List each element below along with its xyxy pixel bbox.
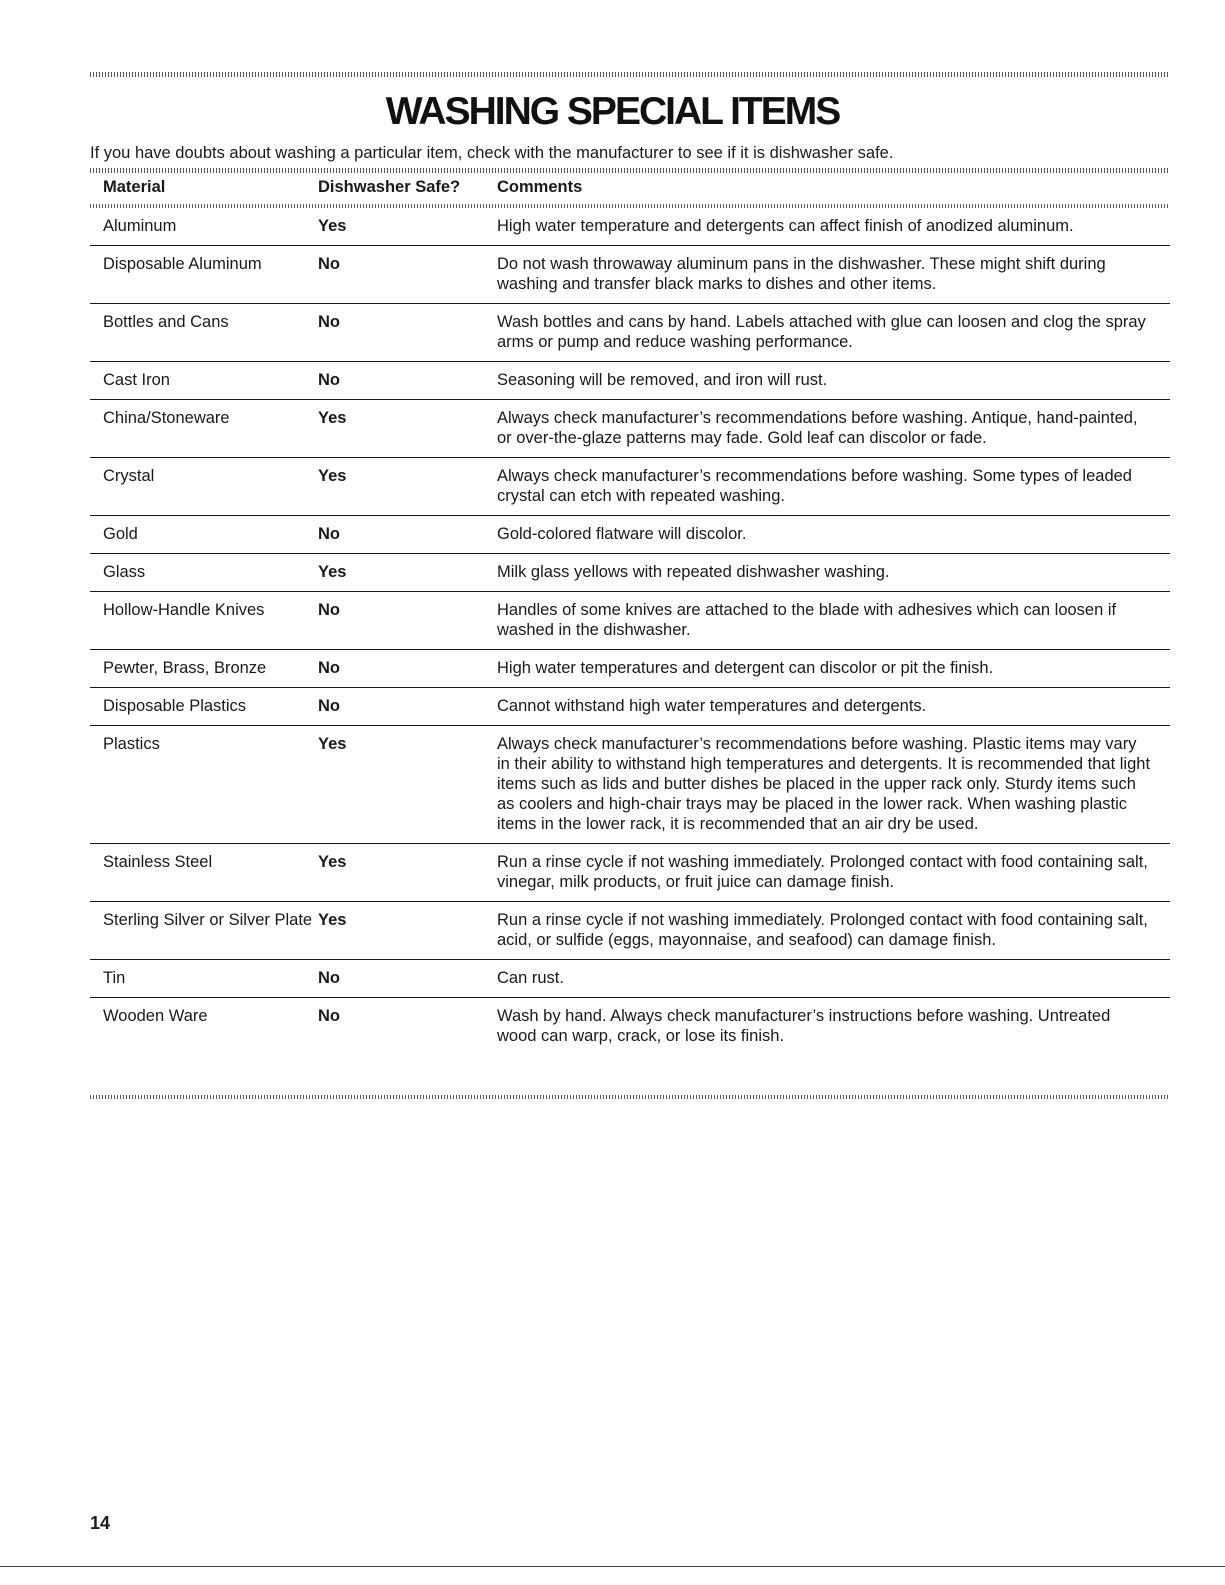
material-cell: Disposable Aluminum	[103, 255, 262, 273]
dishwasher-safe-cell: Yes	[318, 467, 347, 485]
comment-cell: Always check manufacturer’s recommendations before washing. Some types of leaded crystal can etch with repeated washing.	[497, 467, 1132, 505]
material-cell: Glass	[103, 563, 146, 581]
comment-cell: Run a rinse cycle if not washing immediately. Prolonged contact with food containing salt, vinegar, milk products, or fruit juice can damage finish.	[497, 853, 1148, 891]
table-row	[90, 554, 1170, 592]
comment-cell: Always check manufacturer’s recommendations before washing. Antique, hand-painted, or over-the-glaze patterns may fade. Gold leaf can discolor or fade.	[497, 409, 1138, 447]
dishwasher-safe-cell: No	[318, 255, 340, 273]
intro-text: If you have doubts about washing a particular item, check with the manufacturer to see if it is dishwasher safe.	[90, 144, 894, 162]
dishwasher-safe-cell: No	[318, 969, 340, 987]
bottom-rule	[90, 1095, 1170, 1099]
special-items-table	[90, 208, 1170, 1055]
dishwasher-safe-cell: Yes	[318, 853, 347, 871]
table-row	[90, 650, 1170, 688]
material-cell: Gold	[103, 525, 138, 543]
dishwasher-safe-cell: No	[318, 525, 340, 543]
dishwasher-safe-cell: Yes	[318, 563, 347, 581]
top-rule	[90, 72, 1170, 77]
comment-cell: Gold-colored flatware will discolor.	[497, 525, 747, 543]
table-row	[90, 362, 1170, 400]
material-cell: Tin	[103, 969, 126, 987]
comment-cell: High water temperature and detergents can affect finish of anodized aluminum.	[497, 217, 1074, 235]
table-row	[90, 960, 1170, 998]
table-row	[90, 726, 1170, 844]
comment-cell: Wash by hand. Always check manufacturer’s instructions before washing. Untreated wood can warp, crack, or lose its finish.	[497, 1007, 1111, 1045]
table-row	[90, 458, 1170, 516]
material-cell: Crystal	[103, 467, 155, 485]
comment-cell: Wash bottles and cans by hand. Labels attached with glue can loosen and clog the spray arms or pump and reduce washing performance.	[497, 313, 1146, 351]
dishwasher-safe-cell: Yes	[318, 911, 347, 929]
table-row	[90, 400, 1170, 458]
header-material: Material	[103, 178, 166, 196]
header-rule	[90, 168, 1170, 173]
material-cell: Bottles and Cans	[103, 313, 229, 331]
comment-cell: Always check manufacturer’s recommendations before washing. Plastic items may vary in their ability to withstand high temperatures and detergents. It is recommended that light items such as lids and butter dishes be placed in the upper rack only. Sturdy items such as coolers and high-chair trays may be placed in the lower rack. When washing plastic items in the lower rack, it is recommended that an air dry be used.	[497, 735, 1151, 833]
dishwasher-safe-cell: No	[318, 659, 340, 677]
header-dishwasher-safe: Dishwasher Safe?	[318, 178, 461, 196]
material-cell: Wooden Ware	[103, 1007, 208, 1025]
material-cell: Sterling Silver or Silver Plate	[103, 911, 313, 929]
material-cell: Aluminum	[103, 217, 177, 235]
material-cell: Hollow-Handle Knives	[103, 601, 265, 619]
comment-cell: Can rust.	[497, 969, 564, 987]
table-row	[90, 304, 1170, 362]
dishwasher-safe-cell: No	[318, 313, 340, 331]
comment-cell: Seasoning will be removed, and iron will rust.	[497, 371, 828, 389]
dishwasher-safe-cell: Yes	[318, 409, 347, 427]
material-cell: Disposable Plastics	[103, 697, 247, 715]
dishwasher-safe-cell: No	[318, 1007, 340, 1025]
dishwasher-safe-cell: No	[318, 697, 340, 715]
comment-cell: Cannot withstand high water temperatures and detergents.	[497, 697, 927, 715]
table-row	[90, 688, 1170, 726]
material-cell: Stainless Steel	[103, 853, 213, 871]
comment-cell: Run a rinse cycle if not washing immediately. Prolonged contact with food containing salt, acid, or sulfide (eggs, mayonnaise, and seafood) can damage finish.	[497, 911, 1148, 949]
dishwasher-safe-cell: Yes	[318, 735, 347, 753]
page-edge-line	[0, 1566, 1225, 1567]
table-row	[90, 844, 1170, 902]
header-comments: Comments	[497, 178, 583, 196]
dishwasher-safe-cell: No	[318, 601, 340, 619]
comment-cell: Handles of some knives are attached to the blade with adhesives which can loosen if washed in the dishwasher.	[497, 601, 1117, 639]
table-row	[90, 998, 1170, 1056]
comment-cell: High water temperatures and detergent can discolor or pit the finish.	[497, 659, 994, 677]
material-cell: Plastics	[103, 735, 160, 753]
page-number: 14	[90, 1513, 111, 1533]
material-cell: Cast Iron	[103, 371, 170, 389]
material-cell: China/Stoneware	[103, 409, 230, 427]
table-row	[90, 592, 1170, 650]
page-title: WASHING SPECIAL ITEMS	[385, 90, 840, 133]
table-row	[90, 902, 1170, 960]
dishwasher-safe-cell: Yes	[318, 217, 347, 235]
table-row	[90, 516, 1170, 554]
table-row	[90, 246, 1170, 304]
material-cell: Pewter, Brass, Bronze	[103, 659, 267, 677]
dishwasher-safe-cell: No	[318, 371, 340, 389]
table-header	[90, 178, 1170, 200]
comment-cell: Do not wash throwaway aluminum pans in the dishwasher. These might shift during washing and transfer black marks to dishes and other items.	[497, 255, 1106, 293]
comment-cell: Milk glass yellows with repeated dishwasher washing.	[497, 563, 890, 581]
table-row	[90, 208, 1170, 246]
